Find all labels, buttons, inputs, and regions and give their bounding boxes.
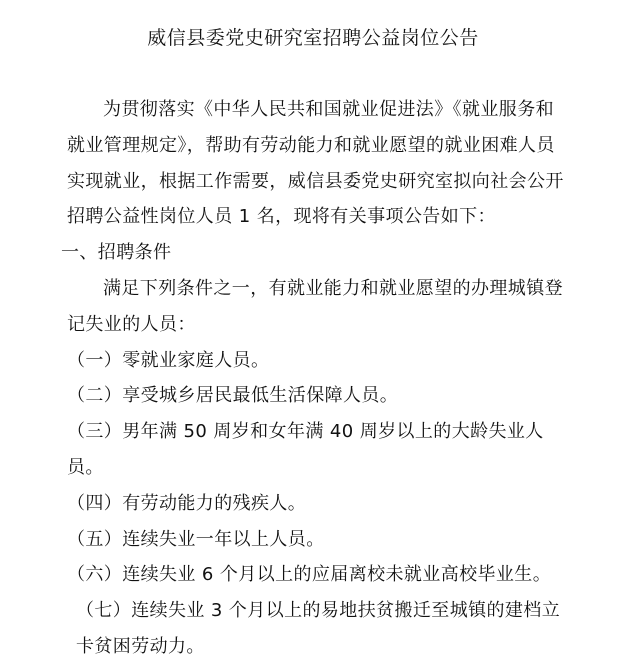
list-item: （三）男年满 50 周岁和女年满 40 周岁以上的大龄失业人员。 <box>67 421 544 478</box>
section-heading: 一、招聘条件 <box>61 242 172 264</box>
list-item: （一）零就业家庭人员。 <box>67 349 270 371</box>
list-item: （六）连续失业 6 个月以上的应届离校未就业高校毕业生。 <box>67 564 552 586</box>
list-item: （四）有劳动能力的残疾人。 <box>67 492 307 514</box>
list-item: （五）连续失业一年以上人员。 <box>67 528 325 550</box>
section-intro-paragraph: 满足下列条件之一，有就业能力和就业愿望的办理城镇登记失业的人员： <box>67 277 563 335</box>
list-item: （二）享受城乡居民最低生活保障人员。 <box>67 385 399 407</box>
intro-paragraph: 为贯彻落实《中华人民共和国就业促进法》《就业服务和就业管理规定》，帮助有劳动能力和就业愿望的就业困难人员实现就业，根据工作需要，威信县委党史研究室拟向社会公开招聘公益性岗位人员 1 名，现将有关事项公告如下： <box>67 99 564 228</box>
document-body <box>61 92 567 665</box>
document-title: 威信县委党史研究室招聘公益岗位公告 <box>147 27 479 49</box>
list-item: （七）连续失业 3 个月以上的易地扶贫搬迁至城镇的建档立卡贫困劳动力。 <box>76 600 561 657</box>
